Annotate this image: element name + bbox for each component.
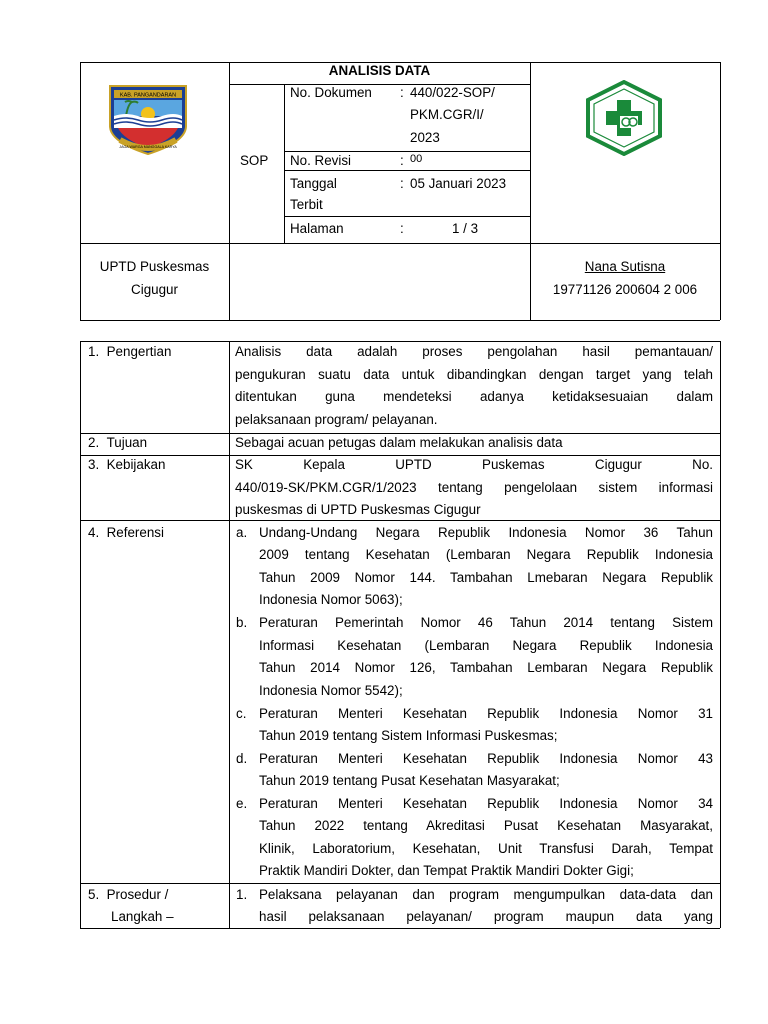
puskesmas-logo-icon: [584, 80, 664, 156]
value-tanggal-terbit: 05 Januari 2023: [410, 176, 507, 191]
reference-line: 2009 tentang Kesehatan (Lembaran Negara Republik Indonesia: [259, 547, 713, 562]
reference-line: Informasi Kesehatan (Lembaran Negara Republik Indonesia: [259, 638, 713, 653]
section-1-title: Pengertian: [106, 344, 172, 359]
reference-marker: d.: [236, 751, 248, 766]
reference-line: Tahun 2009 Nomor 144. Tambahan Lmebaran Negara Republik: [259, 570, 713, 585]
section-1-number: 1.: [88, 344, 100, 359]
sep-no-revisi: :: [400, 153, 404, 168]
section-3-number: 3.: [88, 457, 100, 472]
section-4-number: 4.: [88, 525, 100, 540]
section-5-title-line-2: Langkah –: [111, 909, 174, 924]
section-2-title: Tujuan: [106, 435, 148, 450]
document-title: ANALISIS DATA: [328, 63, 431, 78]
reference-line: Praktik Mandiri Dokter, dan Tempat Praktik Mandiri Dokter Gigi;: [259, 863, 634, 878]
section-3-line: puskesmas di UPTD Puskesmas Cigugur: [235, 502, 481, 517]
reference-line: Peraturan Menteri Kesehatan Republik Indonesia Nomor 31: [259, 706, 713, 721]
reference-line: Peraturan Menteri Kesehatan Republik Indonesia Nomor 43: [259, 751, 713, 766]
org-name-line-2: Cigugur: [131, 282, 178, 297]
section-1-line: Analisis data adalah proses pengolahan hasil pemantauan/: [235, 344, 713, 359]
reference-line: Undang-Undang Negara Republik Indonesia Nomor 36 Tahun: [259, 525, 713, 540]
section-4-label: [88, 525, 164, 541]
reference-line: Peraturan Menteri Kesehatan Republik Indonesia Nomor 34: [259, 796, 713, 811]
org-name-line-1: UPTD Puskesmas: [99, 259, 210, 274]
sop-label: SOP: [240, 153, 269, 168]
value-no-dokumen-3: 2023: [410, 130, 440, 145]
value-no-dokumen-2: PKM.CGR/I/: [410, 107, 484, 122]
reference-line: Klinik, Laboratorium, Kesehatan, Unit Transfusi Darah, Tempat: [259, 841, 713, 856]
svg-text:KAB. PANGANDARAN: KAB. PANGANDARAN: [119, 92, 177, 99]
signer-name: Nana Sutisna: [584, 259, 666, 274]
regency-emblem-icon: [106, 84, 190, 156]
reference-line: Indonesia Nomor 5542);: [259, 683, 403, 698]
section-4-title: Referensi: [106, 525, 164, 540]
reference-line: Indonesia Nomor 5063);: [259, 592, 403, 607]
section-2-label: [88, 435, 147, 451]
signer-nip: 19771126 200604 2 006: [552, 282, 698, 297]
reference-marker: a.: [236, 525, 248, 540]
reference-line: Tahun 2019 tentang Pusat Kesehatan Masyarakat;: [259, 773, 560, 788]
section-2-line: Sebagai acuan petugas dalam melakukan analisis data: [235, 435, 563, 450]
reference-line: Peraturan Pemerintah Nomor 46 Tahun 2014 tentang Sistem: [259, 615, 713, 630]
sep-tanggal-terbit: :: [400, 176, 404, 191]
sep-no-dokumen: :: [400, 85, 404, 100]
label-no-dokumen: No. Dokumen: [290, 85, 372, 100]
reference-line: Tahun 2022 tentang Akreditasi Pusat Kesehatan Masyarakat,: [259, 818, 713, 833]
value-halaman: 1 / 3: [452, 221, 479, 236]
value-no-dokumen-1: 440/022-SOP/: [410, 85, 495, 100]
label-no-revisi: No. Revisi: [290, 153, 352, 168]
procedure-line: Pelaksana pelayanan dan program mengumpulkan data-data dan: [259, 887, 713, 902]
section-5-label: [88, 887, 168, 903]
section-1-label: [88, 344, 171, 360]
section-5-number: 5.: [88, 887, 100, 902]
value-no-revisi: 00: [410, 153, 423, 165]
section-5-title-line-1: Prosedur /: [106, 887, 169, 902]
section-1-line: pelaksanaan program/ pelayanan.: [235, 412, 438, 427]
procedure-line: hasil pelaksanaan pelayanan/ program maupun data yang: [259, 909, 713, 924]
label-terbit: Terbit: [290, 197, 323, 212]
reference-line: Tahun 2014 Nomor 126, Tambahan Lembaran Negara Republik: [259, 660, 713, 675]
sep-halaman: :: [400, 221, 404, 236]
reference-marker: b.: [236, 615, 248, 630]
reference-marker: e.: [236, 796, 248, 811]
reference-line: Tahun 2019 tentang Sistem Informasi Puskesmas;: [259, 728, 558, 743]
procedure-marker: 1.: [236, 887, 248, 902]
section-3-title: Kebijakan: [106, 457, 166, 472]
label-tanggal: Tanggal: [290, 176, 337, 191]
section-3-label: [88, 457, 165, 473]
reference-marker: c.: [236, 706, 247, 721]
section-2-number: 2.: [88, 435, 100, 450]
section-1-line: pengukuran suatu data untuk dibandingkan dengan target yang telah: [235, 367, 713, 382]
section-3-line: 440/019-SK/PKM.CGR/1/2023 tentang pengelolaan sistem informasi: [235, 480, 713, 495]
svg-text:JAGA WARGA MANGGALA KARYA: JAGA WARGA MANGGALA KARYA: [119, 145, 177, 149]
section-1-line: ditentukan guna mendeteksi adanya ketidaksesuaian dalam: [235, 389, 713, 404]
section-3-line: SK Kepala UPTD Puskemas Cigugur No.: [235, 457, 713, 472]
label-halaman: Halaman: [290, 221, 344, 236]
